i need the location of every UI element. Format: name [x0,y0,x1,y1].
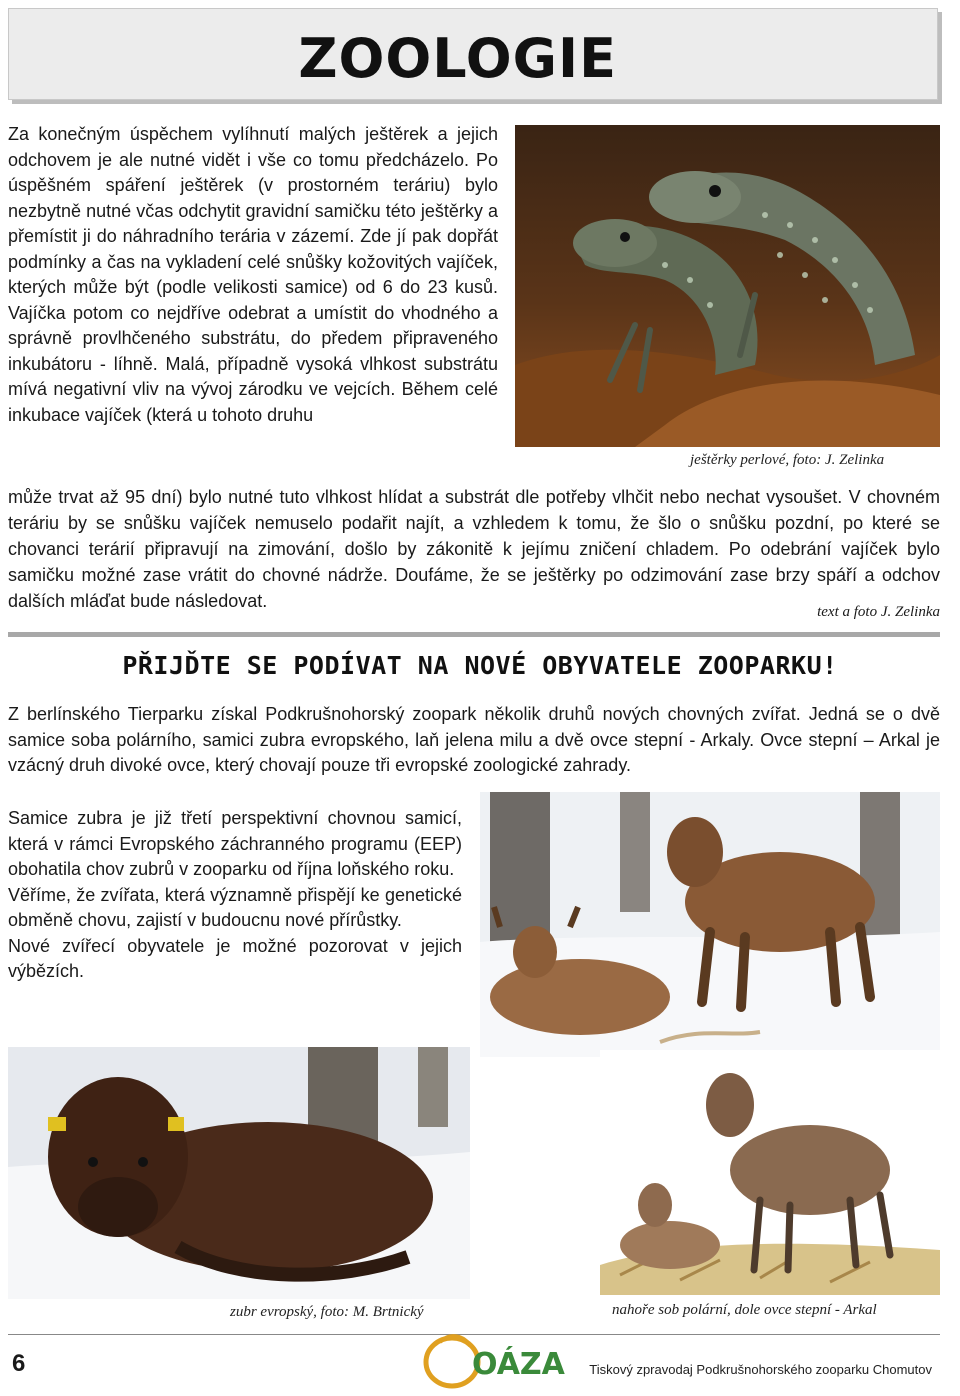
sheep-photo [600,1050,940,1295]
publication-name: Tiskový zpravodaj Podkrušnohorského zooparku Chomutov [589,1362,932,1377]
paragraph-zubr: Samice zubra je již třetí perspektivní chovnou samicí, která v rámci Evropského záchranného programu (EEP) obohatila chov zubrů v zooparku od října loňského roku. [8,808,462,879]
article-new-animals-side-text [8,806,462,985]
page-number: 6 [12,1350,26,1377]
paragraph-visit: Nové zvířecí obyvatele je možné pozorovat v jejich výbězích. [8,935,462,981]
reindeer-photo [480,792,940,1057]
logo-text: OÁZA [472,1347,565,1382]
article-new-animals-headline: PŘIJĎTE SE PODÍVAT NA NOVÉ OBYVATELE ZOOPARKU! [122,651,838,680]
oaza-logo [420,1332,565,1390]
article-lizard-paragraph-a: Za konečným úspěchem vylíhnutí malých ještěrek a jejich odchovem je ale nutné vidět i vše co tomu předcházelo. Po úspěšném spáření ještěrek (v prostorném teráriu) bylo nezbytně nutné včas odchytit gravidní samičku této ještěrky a přemístit ji do náhradního terária v zázemí. Zde jí pak dopřát podmínky a čas na vykladení celé snůšky kožovitých vajíček, kterých může být (podle velikosti samice) od 6 do 23 kusů. Vajíčka potom co nejdříve odebrat a umístit do vhodného a správně provlhčeného substrátu, do předem připraveného inkubátoru - líhně. Malá, případně vysoká vlhkost substrátu mívá negativní vliv na vývoj zárodku ve vejcích. Během celé inkubace vajíček (která u tohoto druhu [8,124,498,425]
lizards-photo-caption: ještěrky perlové, foto: J. Zelinka [690,452,885,468]
title-banner [8,8,938,100]
paragraph-hope: Věříme, že zvířata, která významně přispějí ke genetické obměně chovu, zajistí v budoucnu nové přírůstky. [8,884,462,930]
article-new-animals-intro: Z berlínského Tierparku získal Podkrušnohorský zoopark několik druhů nových chovných zvířat. Jedná se o dvě samice soba polárního, samici zubra evropského, laň jelena milu a dvě ovce stepní - Arkaly. Ovce stepní – Arkal je vzácný druh divoké ovce, který chovají pouze tři evropské zoologické zahrady. [8,704,940,775]
page-title: ZOOLOGIE [298,27,617,90]
lizards-photo [515,125,940,447]
bison-photo-caption: zubr evropský, foto: M. Brtnický [230,1304,424,1320]
article-lizard-paragraph-b: může trvat až 95 dní) bylo nutné tuto vlhkost hlídat a substrát dle potřeby vlhčit nebo nechat vysoušet. V chovném teráriu by se snůšku vajíček nemuselo podařit najít, a vzhledem k tomu, že šlo o snůšku pozdní, po které se chovanci terárií připravují na zimování, došlo by zákonitě k jejímu zničení chladem. Po odebrání vajíček bylo samičku možné zase vrátit do chovné nádrže. Doufáme, že se ještěrky po odzimování zase brzy spáří a odchov dalších mláďat bude následovat. [8,487,940,611]
article-lizard-signature: text a foto J. Zelinka [817,604,940,620]
reindeer-sheep-caption: nahoře sob polární, dole ovce stepní - Arkal [612,1302,877,1318]
section-divider [8,632,940,637]
bison-photo [8,1047,470,1299]
